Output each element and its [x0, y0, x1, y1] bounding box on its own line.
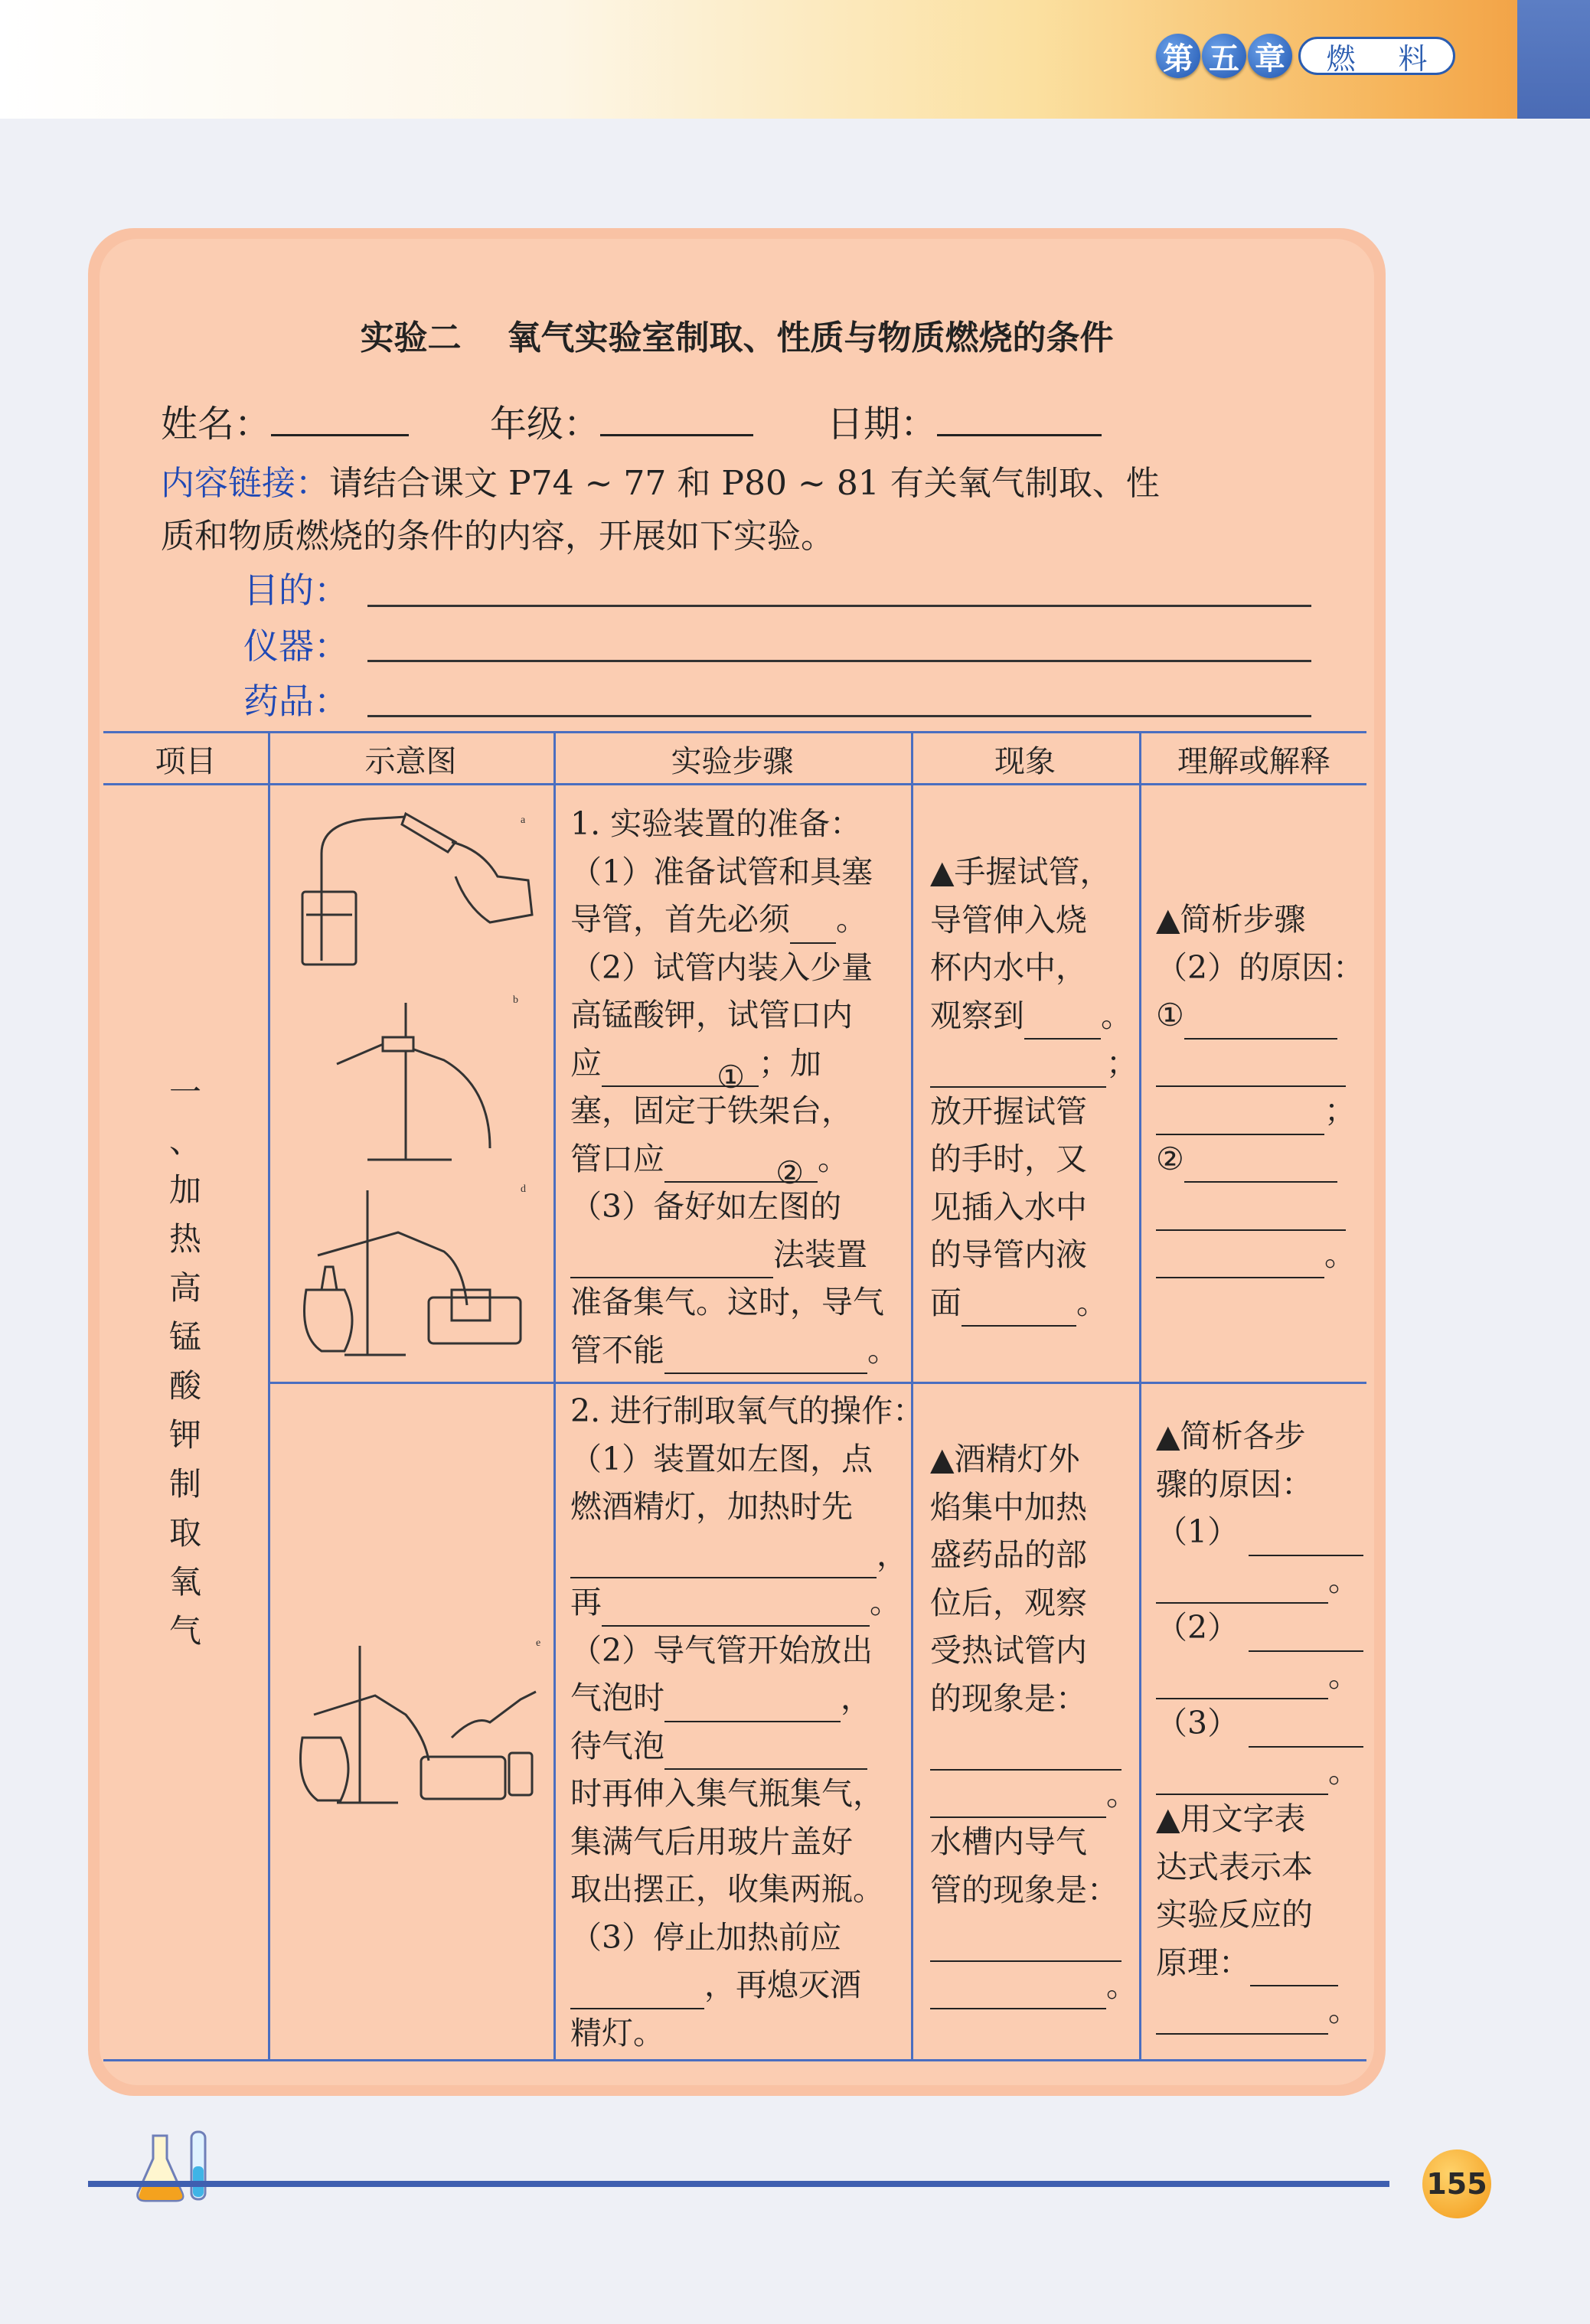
figure-label-d: d [521, 1183, 526, 1195]
content-link-label: 内容链接： [161, 464, 329, 503]
figure-label-a: a [521, 814, 526, 826]
expl-line: （3） [1156, 1705, 1239, 1741]
step-line: ， [841, 1679, 872, 1716]
phen-line: 盛药品的部 [930, 1536, 1087, 1573]
phen-line: 导管伸入烧 [930, 901, 1087, 938]
phen-line: ▲手握试管， [930, 854, 1112, 890]
expl-line: 。 [1328, 1992, 1360, 2029]
step-line: 集满气后用玻片盖好 [570, 1823, 853, 1860]
expl-blank[interactable] [1156, 1666, 1328, 1699]
expl-line: （2） [1156, 1609, 1239, 1646]
step-line: （2）试管内装入少量 [570, 948, 873, 986]
name-field [161, 394, 409, 447]
phen-line: 的手时，又 [930, 1141, 1087, 1177]
expl-blank[interactable] [1156, 1245, 1324, 1278]
step-line: 1. 实验装置的准备： [570, 805, 862, 842]
step-line: 时再伸入集气瓶集气， [570, 1775, 884, 1812]
step-line: 。 [870, 1584, 901, 1621]
step-blank[interactable] [664, 1340, 867, 1374]
project-label-char: 氧 [168, 1563, 201, 1601]
step-blank[interactable] [790, 910, 836, 944]
table-top-rule [103, 731, 1366, 733]
phen-line: 。 [1101, 997, 1132, 1034]
expl-line: 骤的原因： [1156, 1465, 1313, 1503]
phen-blank[interactable] [930, 1976, 1106, 2009]
project-label-char: 锰 [168, 1318, 201, 1356]
project-label-char: 、 [168, 1122, 201, 1160]
step-blank-1[interactable] [602, 1053, 759, 1095]
col-divider-2 [553, 731, 556, 2059]
figure-a-airtightness-check [291, 808, 544, 972]
step-line: （1）准备试管和具塞 [570, 853, 873, 890]
date-label: 日期： [827, 403, 938, 446]
step-line: 取出摆正，收集两瓶。 [570, 1871, 884, 1908]
chapter-char-2: 五 [1202, 34, 1246, 78]
flask-icon [130, 2120, 230, 2205]
table-header-rule [103, 783, 1366, 785]
phen-blank[interactable] [962, 1293, 1076, 1327]
name-blank[interactable] [271, 408, 409, 436]
expl-blank[interactable] [1156, 1102, 1324, 1135]
expl-line: ▲简析步骤 [1156, 901, 1306, 938]
row2-steps [570, 1387, 925, 2057]
experiment-number: 实验二 [360, 318, 462, 357]
step-line: 气泡时 [570, 1679, 664, 1716]
step-line: （3）备好如左图的 [570, 1188, 842, 1225]
phen-line: 杯内水中， [930, 949, 1087, 986]
header-diagram: 示意图 [364, 743, 457, 779]
phen-line: 。 [1076, 1284, 1108, 1321]
figure-d-water-displacement [291, 1183, 544, 1359]
expl-blank[interactable] [1249, 1714, 1363, 1748]
reagents-blank[interactable] [367, 715, 1311, 717]
expl-line: ② [1156, 1140, 1184, 1177]
expl-blank[interactable] [1249, 1523, 1363, 1556]
expl-blank[interactable] [1249, 1618, 1363, 1652]
date-blank[interactable] [937, 408, 1102, 436]
row2-phenomena [930, 1435, 1137, 2009]
expl-blank[interactable] [1184, 1006, 1337, 1040]
project-label-char: 加 [168, 1171, 201, 1209]
phen-line: 受热试管内 [930, 1632, 1087, 1669]
expl-line: ① [1156, 997, 1184, 1033]
row2-explanations [1156, 1412, 1363, 2035]
expl-blank[interactable] [1156, 1570, 1328, 1604]
phen-line: 放开握试管 [930, 1092, 1087, 1130]
phen-line: ▲酒精灯外 [930, 1441, 1080, 1477]
purpose-label [243, 563, 349, 613]
phen-line: 的导管内液 [930, 1236, 1087, 1273]
step-line: ；加 [759, 1044, 821, 1082]
header-steps: 实验步骤 [671, 743, 794, 779]
step-line: 管不能 [570, 1331, 664, 1369]
expl-blank[interactable] [1184, 1149, 1337, 1183]
phen-blank[interactable] [930, 1054, 1106, 1088]
step-blank[interactable] [664, 1689, 841, 1722]
step-line: （3）停止加热前应 [570, 1918, 842, 1956]
expl-line: ▲用文字表 [1156, 1800, 1306, 1837]
step-line: 。 [818, 1140, 849, 1177]
content-link-text-1: 请结合课文 P74 ~ 77 和 P80 ~ 81 有关氧气制取、性 [329, 464, 1160, 503]
phen-blank[interactable] [930, 1784, 1106, 1818]
header-explanation: 理解或解释 [1177, 743, 1330, 779]
expl-blank[interactable] [1250, 1953, 1338, 1986]
page-number: 155 [1422, 2149, 1491, 2218]
step-blank[interactable] [570, 1976, 704, 2009]
phen-line: ； [1106, 1045, 1138, 1082]
step-line: 导管，首先必须 [570, 901, 790, 938]
purpose-label-text: 目的： [243, 570, 349, 611]
step-line: 法装置 [773, 1235, 867, 1273]
step-line: （1）装置如左图，点 [570, 1440, 873, 1477]
phen-blank[interactable] [930, 1737, 1121, 1771]
figure-label-b: b [513, 994, 518, 1006]
expl-line: 原理： [1156, 1944, 1250, 1981]
purpose-blank[interactable] [367, 605, 1311, 607]
phen-line: 焰集中加热 [930, 1488, 1087, 1526]
phen-line: 见插入水中 [930, 1188, 1087, 1226]
expl-blank[interactable] [1156, 1761, 1328, 1795]
header-project: 项目 [155, 743, 217, 779]
phen-line: 面 [930, 1284, 962, 1321]
instruments-label [243, 619, 349, 669]
instruments-blank[interactable] [367, 660, 1311, 662]
chapter-char-3: 章 [1248, 34, 1292, 78]
grade-field [490, 394, 753, 447]
step-line: 应 [570, 1044, 602, 1082]
table-bottom-rule [103, 2059, 1366, 2061]
content-link-line-1 [161, 455, 1160, 504]
expl-blank[interactable] [1156, 1197, 1346, 1231]
figure-b-clamped-tube [291, 987, 544, 1171]
phen-blank[interactable] [930, 1928, 1121, 1962]
experiment-title [100, 310, 1374, 359]
phen-line: 管的现象是： [930, 1871, 1118, 1908]
header-edge-strip [1517, 0, 1590, 119]
phen-line: 。 [1106, 1967, 1138, 2004]
expl-line: 达式表示本 [1156, 1848, 1313, 1885]
expl-line: （2）的原因： [1156, 948, 1365, 986]
project-label-char: 热 [168, 1220, 201, 1258]
step-line: 。 [867, 1331, 899, 1369]
step-line: 2. 进行制取氧气的操作： [570, 1392, 925, 1429]
phen-line: 观察到 [930, 997, 1024, 1034]
phen-line: 。 [1106, 1775, 1138, 1813]
expl-line: 。 [1328, 1561, 1360, 1598]
project-label-char: 钾 [168, 1416, 201, 1454]
chapter-title: 燃 料 [1298, 37, 1455, 75]
step-line: 再 [570, 1584, 602, 1621]
table-row-divider [268, 1382, 1366, 1384]
grade-label: 年级： [490, 403, 601, 446]
step-blank[interactable] [570, 1245, 773, 1278]
chapter-badge [1156, 32, 1455, 80]
expl-line: ▲简析各步 [1156, 1418, 1306, 1454]
row1-steps [570, 800, 899, 1374]
project-label-char: 取 [168, 1514, 201, 1552]
grade-blank[interactable] [600, 408, 753, 436]
project-label-char: 高 [168, 1269, 201, 1307]
project-label [162, 1068, 208, 1656]
reagents-label-text: 药品： [243, 681, 349, 722]
step-blank-2[interactable] [664, 1149, 818, 1191]
step-line: 准备集气。这时，导气 [570, 1284, 884, 1320]
step-line: 塞，固定于铁架台， [570, 1092, 853, 1129]
step-blank[interactable] [602, 1593, 870, 1627]
step-line: 管口应 [570, 1140, 664, 1177]
blank-marker-2: ② [775, 1154, 804, 1191]
reagents-label [243, 674, 349, 724]
footer-rule [88, 2181, 1389, 2187]
step-line: （2）导气管开始放出 [570, 1631, 873, 1669]
col-divider-4 [1139, 731, 1141, 2059]
step-line: 。 [836, 901, 867, 938]
step-line: ，再熄灭酒 [704, 1967, 861, 2003]
row1-explanations [1156, 896, 1363, 1278]
chapter-char-1: 第 [1156, 34, 1200, 78]
expl-line: ； [1324, 1092, 1356, 1129]
experiment-name: 氧气实验室制取、性质与物质燃烧的条件 [507, 318, 1114, 357]
step-blank[interactable] [664, 1736, 867, 1770]
expl-line: 。 [1324, 1235, 1356, 1273]
step-line: 待气泡 [570, 1727, 664, 1764]
expl-line: 。 [1328, 1657, 1360, 1694]
step-blank[interactable] [570, 1545, 877, 1578]
phen-line: 位后，观察 [930, 1584, 1087, 1621]
step-line: 燃酒精灯，加热时先 [570, 1488, 853, 1525]
project-label-char: 一 [168, 1073, 201, 1111]
expl-line: （1） [1156, 1513, 1239, 1550]
content-link-line-2: 质和物质燃烧的条件的内容，开展如下实验。 [161, 517, 834, 556]
project-label-char: 制 [168, 1465, 201, 1503]
row1-phenomena [930, 848, 1137, 1327]
project-label-char: 酸 [168, 1367, 201, 1405]
header-phenomenon: 现象 [994, 743, 1056, 779]
step-line: 精灯。 [570, 2014, 664, 2051]
expl-line: 。 [1328, 1752, 1360, 1790]
phen-blank[interactable] [1024, 1006, 1101, 1040]
expl-blank[interactable] [1156, 2001, 1328, 2035]
name-label: 姓名： [161, 403, 272, 446]
step-line: 高锰酸钾，试管口内 [570, 997, 853, 1033]
col-divider-1 [268, 731, 270, 2059]
phen-line: 的现象是： [930, 1679, 1087, 1717]
step-line: ， [877, 1536, 908, 1573]
blank-marker-1: ① [717, 1059, 745, 1095]
instruments-label-text: 仪器： [243, 625, 349, 667]
figure-label-e: e [536, 1637, 541, 1649]
project-label-char: 气 [168, 1612, 201, 1650]
expl-blank[interactable] [1156, 1053, 1346, 1087]
expl-line: 实验反应的 [1156, 1896, 1313, 1933]
date-field [827, 394, 1102, 447]
phen-line: 水槽内导气 [930, 1823, 1087, 1860]
figure-e-collect-oxygen [291, 1630, 544, 1807]
